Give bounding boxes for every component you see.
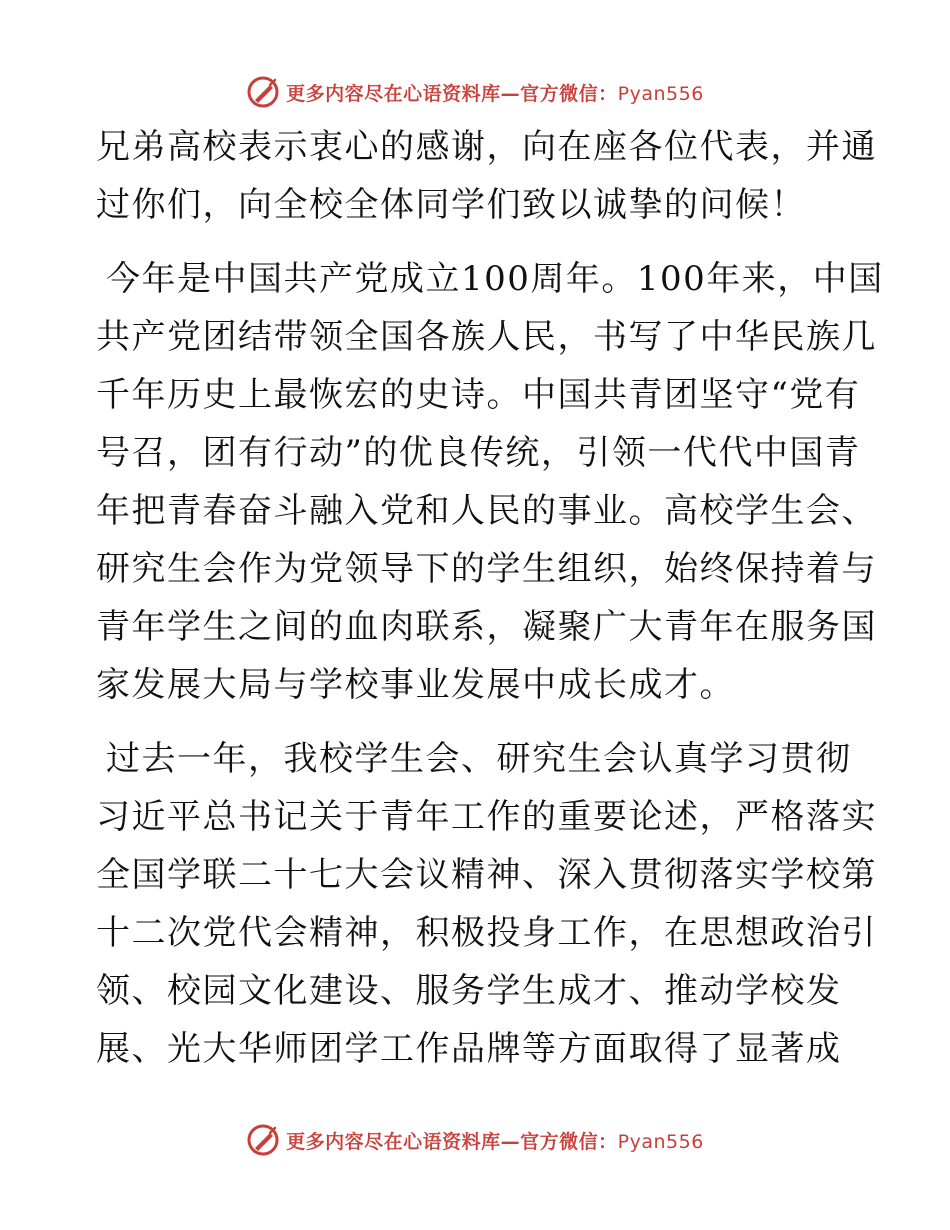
text-line: 家发展大局与学校事业发展中成长成才。: [96, 665, 735, 705]
text-line: 千年历史上最恢宏的史诗。中国共青团坚守“党有: [96, 375, 861, 415]
text-line: 青年学生之间的血肉联系，凝聚广大青年在服务国: [96, 607, 877, 647]
quill-pen-logo-icon: [246, 75, 280, 109]
text-line: 展、光大华师团学工作品牌等方面取得了显著成: [96, 1029, 842, 1069]
watermark-text: 更多内容尽在心语资料库—官方微信：Pyan556: [286, 1130, 704, 1153]
text-line: 兄弟高校表示衷心的感谢，向在座各位代表，并通: [96, 127, 877, 167]
text-line: 十二次党代会精神，积极投身工作，在思想政治引: [96, 913, 877, 953]
paragraph-1: [96, 118, 877, 234]
paragraph-3: [96, 730, 877, 1078]
paragraph-2: [96, 250, 884, 714]
header-watermark: [0, 72, 950, 112]
text-line: 年把青春奋斗融入党和人民的事业。高校学生会、: [96, 491, 877, 531]
text-line: 过你们，向全校全体同学们致以诚挚的问候！: [96, 185, 806, 225]
text-line: 领、校园文化建设、服务学生成才、推动学校发: [96, 971, 842, 1011]
footer-watermark: [0, 1120, 950, 1160]
text-line: 号召，团有行动”的优良传统，引领一代代中国青: [96, 433, 861, 473]
watermark-text: 更多内容尽在心语资料库—官方微信：Pyan556: [286, 82, 704, 105]
text-line: 研究生会作为党领导下的学生组织，始终保持着与: [96, 549, 877, 589]
document-body: [96, 118, 884, 1094]
text-line: 过去一年，我校学生会、研究生会认真学习贯彻: [106, 739, 852, 779]
text-line: 习近平总书记关于青年工作的重要论述，严格落实: [96, 797, 877, 837]
text-line: 共产党团结带领全国各族人民，书写了中华民族几: [96, 317, 877, 357]
quill-pen-logo-icon: [246, 1123, 280, 1157]
text-line: 全国学联二十七大会议精神、深入贯彻落实学校第: [96, 855, 877, 895]
text-line: 今年是中国共产党成立100周年。100年来，中国: [106, 259, 884, 299]
